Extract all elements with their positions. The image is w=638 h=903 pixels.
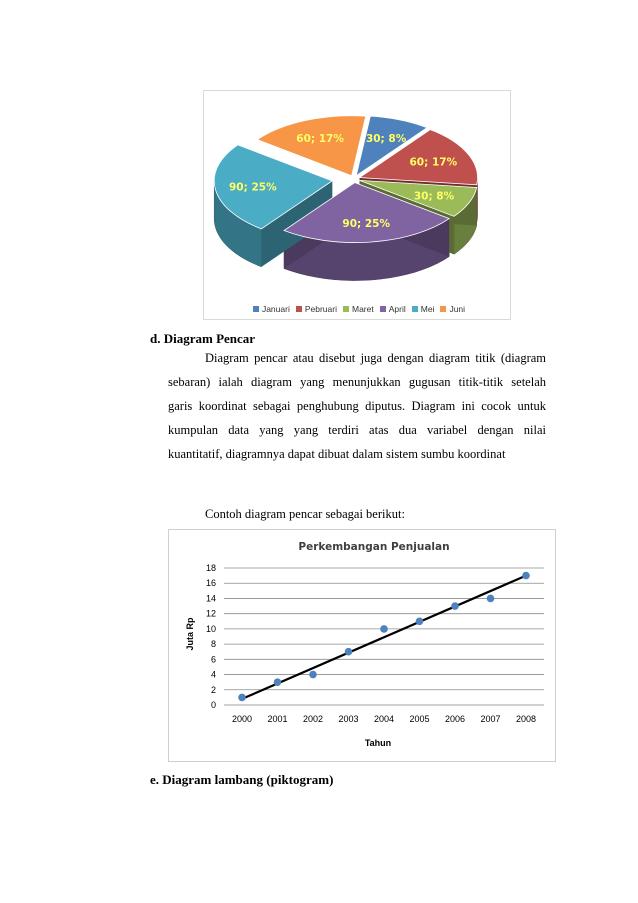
- data-point: [380, 625, 388, 633]
- legend-item: [412, 302, 435, 316]
- scatter-chart: [169, 530, 555, 761]
- x-tick-label: 2007: [480, 714, 501, 724]
- example-caption: Contoh diagram pencar sebagai berikut:: [205, 507, 405, 521]
- y-tick-label: 14: [205, 593, 216, 604]
- y-axis-label: Juta Rp: [185, 617, 195, 651]
- x-tick-label: 2000: [231, 714, 253, 724]
- pie-data-label: 60; 17%: [409, 156, 458, 169]
- pie-chart-figure: [203, 90, 511, 320]
- pie-data-label: 60; 17%: [296, 133, 344, 146]
- y-tick-label: 0: [210, 700, 216, 710]
- section-e-title: e. Diagram lambang (piktogram): [150, 772, 334, 787]
- legend-label: Januari: [261, 304, 290, 314]
- legend-label: Maret: [351, 304, 374, 314]
- pie-legend: [212, 302, 506, 316]
- x-tick-label: 2004: [373, 714, 395, 724]
- data-point: [522, 572, 530, 580]
- legend-swatch: [440, 306, 446, 312]
- paragraph-line: garis koordinat sebagai penghubung diputus. Diagram ini cocok untuk: [168, 399, 546, 413]
- paragraph-line: sebaran) ialah diagram yang menunjukkan gugusan titik-titik setelah: [168, 375, 546, 389]
- legend-swatch: [343, 306, 349, 312]
- paragraph-line: kuantitatif, diagramnya dapat dibuat dalam sistem sumbu koordinat: [168, 447, 506, 461]
- data-point: [309, 671, 317, 679]
- data-point: [345, 648, 353, 656]
- x-tick-label: 2006: [444, 714, 466, 724]
- x-tick-label: 2001: [267, 714, 288, 724]
- legend-item: [253, 302, 290, 316]
- data-point: [274, 678, 282, 686]
- x-tick-label: 2005: [409, 714, 430, 724]
- y-tick-label: 16: [205, 578, 216, 589]
- legend-label: Mei: [420, 304, 435, 314]
- section-d-title: d. Diagram Pencar: [150, 331, 256, 346]
- scatter-chart-figure: [168, 529, 556, 762]
- legend-swatch: [412, 306, 418, 312]
- legend-swatch: [380, 306, 386, 312]
- paragraph-line: Diagram pencar atau disebut juga dengan diagram titik (diagram: [205, 351, 546, 365]
- y-tick-label: 6: [210, 654, 216, 665]
- legend-swatch: [296, 306, 302, 312]
- y-tick-label: 12: [205, 608, 216, 619]
- data-point: [238, 694, 246, 702]
- pie-data-label: 30; 8%: [413, 190, 455, 203]
- y-tick-label: 18: [205, 563, 216, 573]
- paragraph-line: kumpulan data yang yang terdiri atas dua variabel dengan nilai: [168, 423, 546, 437]
- legend-item: [343, 302, 374, 316]
- legend-item: [440, 302, 465, 316]
- legend-label: Juni: [449, 304, 466, 314]
- data-point: [487, 595, 495, 603]
- chart-title: Perkembangan Penjualan: [298, 541, 450, 553]
- legend-label: April: [388, 304, 406, 314]
- x-tick-label: 2008: [515, 714, 537, 724]
- y-tick-label: 4: [210, 669, 216, 680]
- data-point: [451, 602, 459, 610]
- y-tick-label: 8: [210, 639, 216, 650]
- legend-item: [296, 302, 337, 316]
- pie-data-label: 30; 8%: [365, 132, 407, 145]
- y-tick-label: 2: [210, 684, 216, 695]
- y-tick-label: 10: [205, 623, 216, 634]
- x-axis-label: Tahun: [364, 738, 392, 748]
- data-point: [416, 617, 424, 625]
- pie-data-label: 90; 25%: [342, 218, 391, 230]
- legend-item: [380, 302, 406, 316]
- legend-label: Pebruari: [304, 304, 337, 314]
- legend-swatch: [253, 306, 259, 312]
- x-tick-label: 2003: [338, 714, 359, 724]
- pie-data-label: 90; 25%: [228, 181, 277, 194]
- pie-chart: [204, 91, 510, 301]
- x-tick-label: 2002: [302, 714, 324, 724]
- trend-line: [242, 576, 526, 699]
